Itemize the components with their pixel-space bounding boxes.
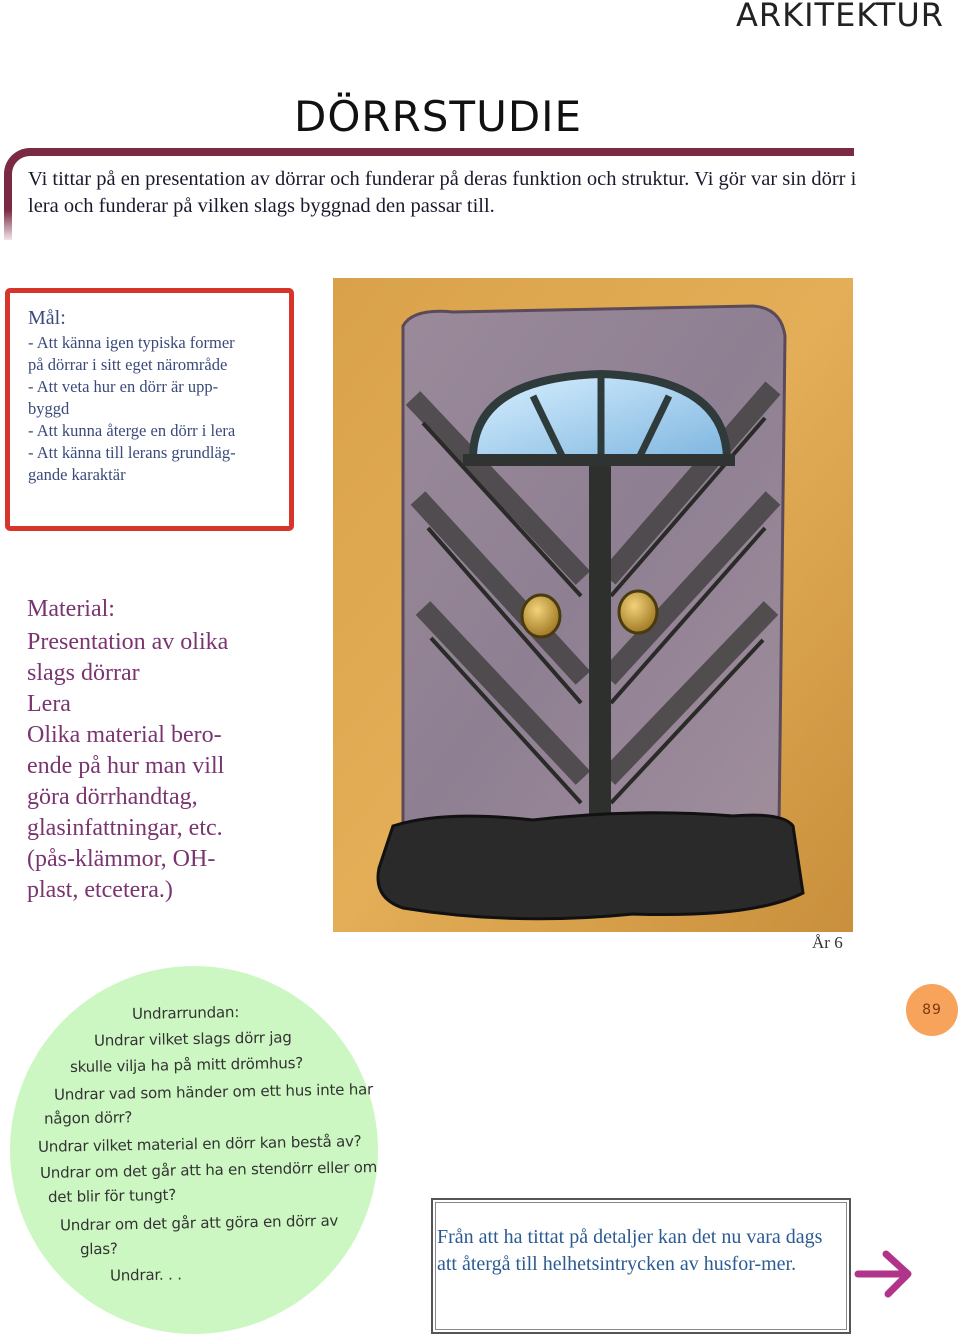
left-door-knob	[522, 595, 560, 637]
goal-line: byggd	[28, 399, 70, 418]
section-title: ARKITEKTUR	[735, 0, 944, 34]
window-sill	[463, 454, 735, 466]
wonder-line: Undrar vilket material en dörr kan bestå av?	[37, 1132, 362, 1156]
page-title: DÖRRSTUDIE	[294, 92, 583, 141]
goal-line: - Att känna igen typiska former	[28, 333, 235, 352]
goals-list	[28, 332, 273, 486]
title-rule-fade	[4, 210, 14, 244]
door-base-step	[378, 813, 803, 919]
wonder-heading: Undrarrundan:	[131, 1003, 240, 1023]
goal-line: - Att veta hur en dörr är upp-	[28, 377, 219, 396]
wonder-line: det blir för tungt?	[47, 1185, 177, 1207]
material-line: Olika material bero-	[27, 722, 222, 748]
note-text: Från att ha tittat på detaljer kan det nu vara dags att återgå till helhetsintrycken av husfor-mer.	[437, 1226, 823, 1275]
materials-heading: Material:	[27, 596, 115, 622]
wonder-line: Undrar om det går att göra en dörr av	[59, 1211, 339, 1235]
material-line: Lera	[27, 691, 71, 717]
goals-box	[5, 288, 294, 531]
goals-heading: Mål:	[28, 307, 66, 329]
goal-line: - Att känna till lerans grundläg-	[28, 443, 236, 462]
photo-caption: År 6	[812, 933, 843, 952]
wonder-line: någon dörr?	[43, 1108, 133, 1128]
materials-list	[27, 627, 317, 906]
goal-line: på dörrar i sitt eget närområde	[28, 355, 228, 374]
material-line: glasinfattningar, etc.	[27, 815, 223, 841]
intro-text: Vi tittar på en presentation av dörrar och funderar på deras funktion och struktur. Vi gör var sin dörr i lera och funderar på vilken slags byggnad den passar till.	[28, 168, 857, 217]
right-door-knob	[619, 591, 657, 633]
wonder-line: Undrar vilket slags dörr jag	[93, 1028, 292, 1050]
clay-door-photo	[333, 278, 853, 932]
next-arrow-icon[interactable]	[854, 1244, 916, 1302]
wonder-line: Undrar om det går att ha en stendörr eller om	[39, 1158, 378, 1182]
wonder-line: Undrar. . .	[109, 1265, 182, 1285]
wonder-circle	[10, 966, 378, 1334]
note-box	[431, 1198, 851, 1334]
wonder-line: skulle vilja ha på mitt drömhus?	[69, 1053, 304, 1077]
material-line: ende på hur man vill	[27, 753, 225, 779]
goal-line: - Att kunna återge en dörr i lera	[28, 421, 236, 440]
wonder-line: Undrar vad som händer om ett hus inte har	[53, 1080, 374, 1104]
page-number-badge: 89	[906, 984, 958, 1036]
door-center-seam	[589, 466, 611, 836]
material-line: slags dörrar	[27, 660, 140, 686]
goal-line: gande karaktär	[28, 465, 126, 484]
material-line: Presentation av olika	[27, 629, 229, 655]
wonder-line: glas?	[79, 1239, 118, 1259]
wonder-lines	[10, 966, 378, 1334]
material-line: plast, etcetera.)	[27, 877, 173, 903]
material-line: göra dörrhandtag,	[27, 784, 198, 810]
material-line: (pås-klämmor, OH-	[27, 846, 216, 872]
